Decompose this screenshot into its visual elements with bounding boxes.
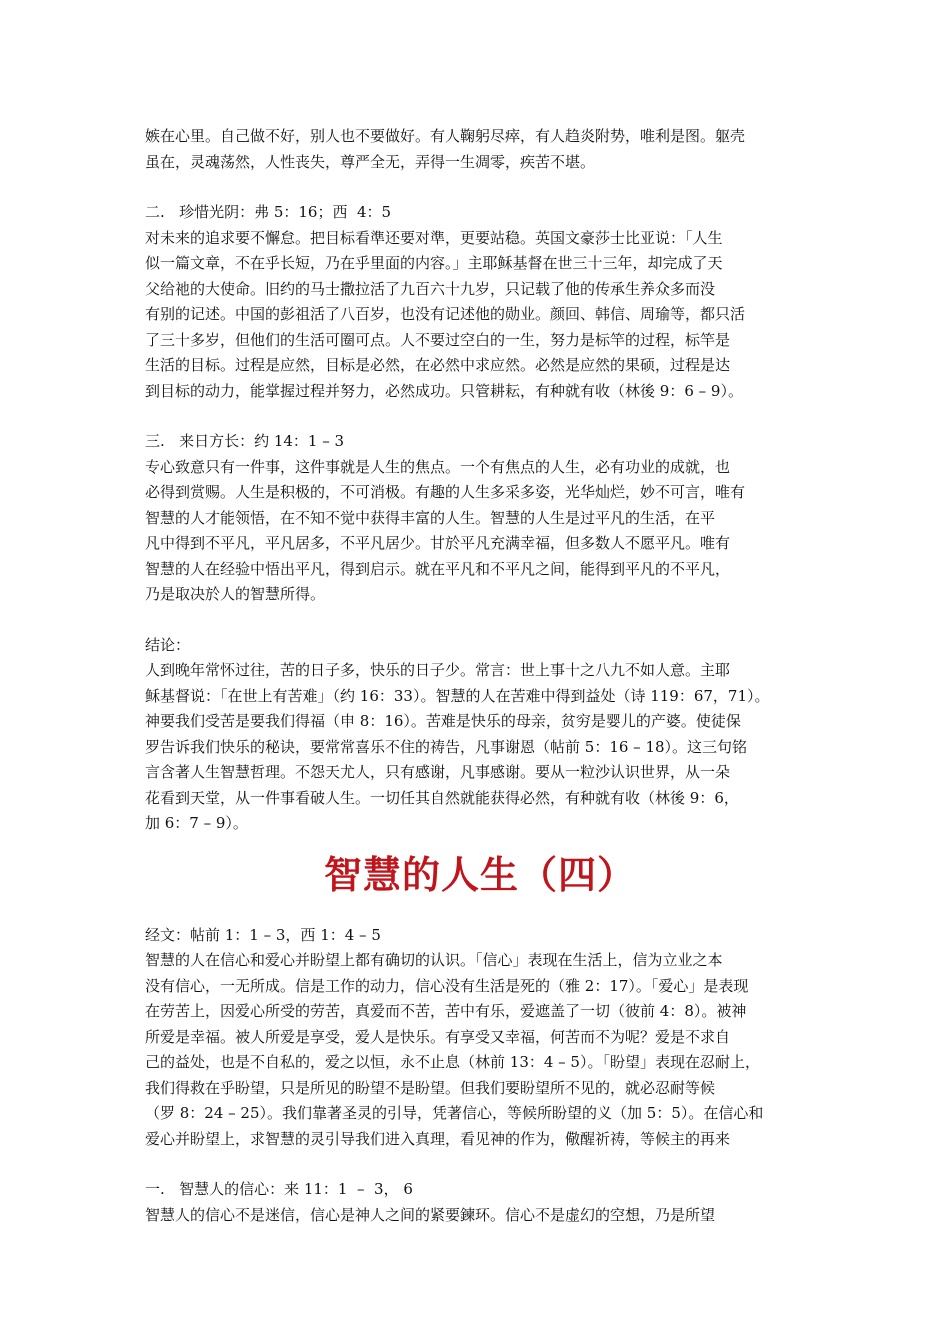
text-line: 到目标的动力，能掌握过程并努力，必然成功。只管耕耘，有种就有收（林後 9：6 – 9）。 <box>145 381 743 400</box>
text-line: 虽在，灵魂荡然，人性丧失，尊严全无，弄得一生凋零，疾苦不堪。 <box>145 152 596 171</box>
text-line: 乃是取决於人的智慧所得。 <box>145 585 326 603</box>
scripture-paragraph <box>145 948 815 1152</box>
text-line: 罗告诉我们快乐的秘诀，要常常喜乐不住的祷告，凡事谢恩（帖前 5：16 – 18）。这三句铭 <box>145 737 748 756</box>
text-line: 己的益处，也是不自私的，爱之以恒，永不止息（林前 13：4 – 5）。「盼望」表现在忍耐上， <box>145 1053 760 1071</box>
paragraph-gap <box>145 175 815 200</box>
text-line: 没有信心，一无所成。信是工作的动力，信心没有生活是死的（雅 2：17）。「爱心」是表现 <box>145 976 749 995</box>
text-line: 似一篇文章，不在乎长短，乃在乎里面的内容。」主耶稣基督在世三十三年，却完成了天 <box>145 254 723 272</box>
text-line: （罗 8：24 – 25）。我们靠著圣灵的引导，凭著信心，等候所盼望的义（加 5：5）。在信心和 <box>145 1104 764 1122</box>
text-line: 了三十多岁，但他们的生活可圈可点。人不要过空白的一生，努力是标竿的过程，标竿是 <box>145 330 731 349</box>
text-line: 智慧的人在信心和爱心并盼望上都有确切的认识。「信心」表现在生活上，信为立业之本 <box>145 951 723 969</box>
text-line: 加 6：7 – 9）。 <box>145 814 248 832</box>
section-three-paragraph <box>145 455 815 608</box>
intro-paragraph <box>145 124 815 175</box>
scripture-heading: 经文：帖前 1：1 – 3，西 1：4 – 5 <box>145 925 381 944</box>
text-line: 智慧人的信心不是迷信，信心是神人之间的紧要鍊环。信心不是虚幻的空想，乃是所望 <box>145 1205 716 1224</box>
text-line: 所爱是幸福。被人所爱是享受，爱人是快乐。有享受又幸福，何苦而不为呢？爱是不求自 <box>145 1027 731 1046</box>
text-line: 我们得救在乎盼望，只是所见的盼望不是盼望。但我们要盼望所不见的，就必忍耐等候 <box>145 1078 716 1097</box>
text-line: 花看到天堂，从一件事看破人生。一切任其自然就能获得必然，有种就有收（林後 9：6， <box>145 788 739 807</box>
text-line: 爱心并盼望上，求智慧的灵引导我们进入真理，看见神的作为，儆醒祈祷，等候主的再来 <box>145 1129 731 1148</box>
paragraph-gap <box>145 1152 815 1177</box>
text-line: 在劳苦上，因爱心所受的劳苦，真爱而不苦，苦中有乐，爱遮盖了一切（彼前 4：8）。被神 <box>145 1002 747 1020</box>
section-three-heading: 三. 来日方长：约 14：1 – 3 <box>145 432 345 450</box>
paragraph-gap <box>145 404 815 429</box>
text-line: 有别的记述。中国的彭祖活了八百岁，也没有记述他的勋业。颜回、韩信、周瑜等，都只活 <box>145 305 746 323</box>
conclusion-paragraph <box>145 658 815 837</box>
point-one-heading: 一. 智慧人的信心：来 11：1 – 3， 6 <box>145 1180 413 1198</box>
text-line: 嫉在心里。自己做不好，别人也不要做好。有人鞠躬尽瘁，有人趋炎附势，唯利是图。躯壳 <box>145 127 746 145</box>
text-line: 神要我们受苦是要我们得福（申 8：16）。苦难是快乐的母亲，贫穷是婴儿的产婆。使徒保 <box>145 712 741 730</box>
chapter-title: 智慧的人生（四） <box>323 851 636 897</box>
text-line: 言含著人生智慧哲理。不怨天尤人，只有感谢，凡事感谢。要从一粒沙认识世界，从一朵 <box>145 763 731 781</box>
text-line: 必得到赏赐。人生是积极的，不可消极。有趣的人生多采多姿，光华灿烂，妙不可言，唯有 <box>145 483 746 501</box>
point-one-paragraph <box>145 1203 815 1229</box>
section-two-paragraph <box>145 226 815 405</box>
text-line: 父给祂的大使命。旧约的马士撒拉活了九百六十九岁，只记载了他的传承生养众多而没 <box>145 279 716 298</box>
text-line: 对未来的追求要不懈怠。把目标看準还要对準，更要站稳。英国文豪莎士比亚说：「人生 <box>145 228 723 247</box>
section-two-heading: 二. 珍惜光阴：弗 5：16；西 4：5 <box>145 203 392 221</box>
text-line: 智慧的人在经验中悟出平凡，得到启示。就在平凡和不平凡之间，能得到平凡的不平凡， <box>145 559 731 578</box>
document-page <box>145 124 815 1228</box>
text-line: 凡中得到不平凡，平凡居多，不平凡居少。甘於平凡充满幸福，但多数人不愿平凡。唯有 <box>145 534 731 552</box>
text-line: 人到晚年常怀过往，苦的日子多，快乐的日子少。常言：世上事十之八九不如人意。主耶 <box>145 661 731 679</box>
text-line: 专心致意只有一件事，这件事就是人生的焦点。一个有焦点的人生，必有功业的成就，也 <box>145 457 731 476</box>
text-line: 稣基督说：「在世上有苦难」（约 16：33）。智慧的人在苦难中得到益处（诗 119：67，71）。 <box>145 686 770 705</box>
text-line: 生活的目标。过程是应然，目标是必然，在必然中求应然。必然是应然的果硕，过程是达 <box>145 356 731 374</box>
text-line: 智慧的人才能领悟，在不知不觉中获得丰富的人生。智慧的人生是过平凡的生活，在平 <box>145 508 716 527</box>
conclusion-heading: 结论： <box>145 635 191 654</box>
paragraph-gap <box>145 608 815 633</box>
